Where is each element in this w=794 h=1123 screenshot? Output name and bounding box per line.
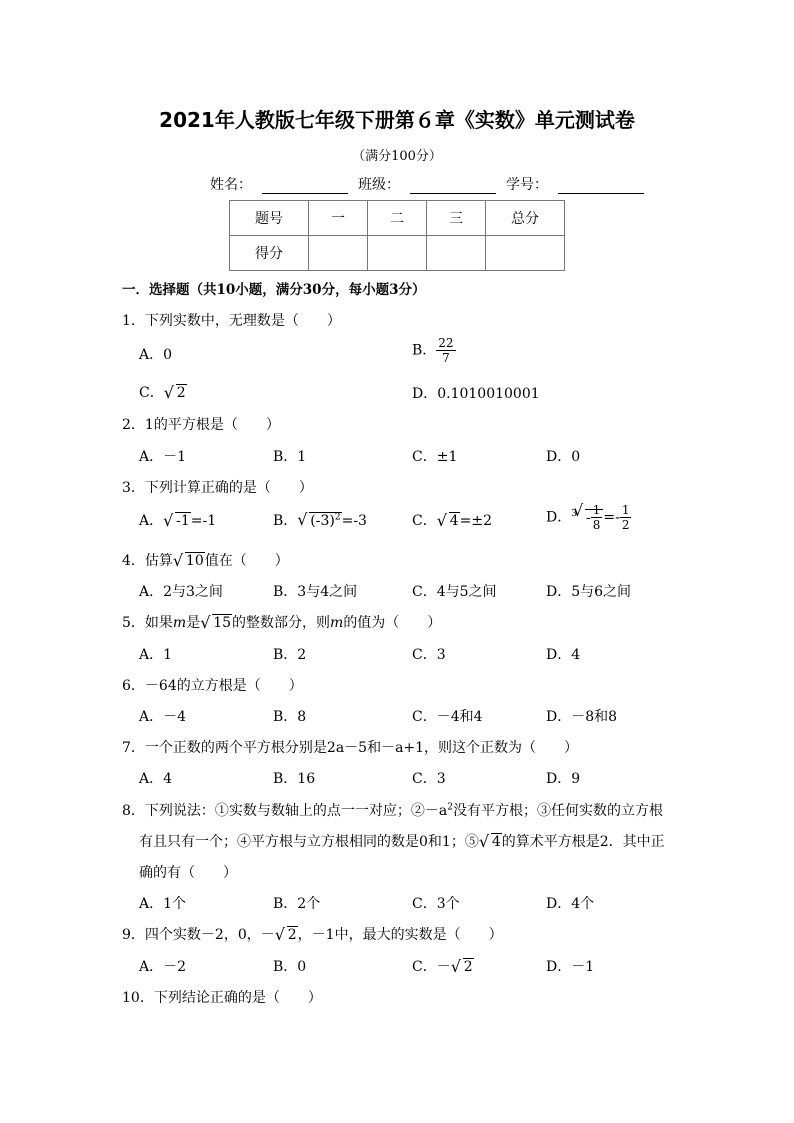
sqrt-expression <box>451 959 474 975</box>
score-cell <box>309 236 368 271</box>
q6-option-c: C．－4和4 <box>412 709 483 725</box>
page-title: 2021年人教版七年级下册第６章《实数》单元测试卷 <box>159 108 635 132</box>
q8-option-d: D．4个 <box>546 896 595 912</box>
question-8-line-2 <box>139 831 665 851</box>
question-9-stem <box>122 924 503 944</box>
page-subtitle: （满分100分） <box>352 149 442 164</box>
q3-option-a <box>139 510 216 530</box>
sqrt-expression <box>297 512 341 529</box>
expression-tail: =-1 <box>190 513 217 529</box>
score-cell <box>368 236 427 271</box>
q8-option-a: A．1个 <box>139 896 187 912</box>
q9-option-d: D．－1 <box>546 959 595 975</box>
stem-text: 值在（ ） <box>204 553 289 569</box>
q7-option-d: D．9 <box>546 771 581 787</box>
variable: m <box>330 615 344 631</box>
denominator: 8 <box>592 518 601 532</box>
radicand: (-3) <box>310 513 335 529</box>
option-prefix: C． <box>412 513 437 529</box>
question-3-stem: 3．下列计算正确的是（ ） <box>122 480 313 496</box>
q9-option-c <box>412 956 474 976</box>
fraction <box>591 503 603 532</box>
score-cell <box>486 236 565 271</box>
fraction <box>620 503 632 532</box>
sqrt-expression <box>479 834 502 850</box>
radicand-group <box>309 512 341 529</box>
q3-option-c <box>412 510 492 530</box>
radicand: 2 <box>176 385 186 401</box>
sqrt-expression <box>200 615 232 631</box>
radicand: 2 <box>287 927 297 943</box>
score-table-header-row <box>230 201 565 236</box>
exponent: 2 <box>447 802 453 813</box>
section-heading: 一．选择题（共10小题，满分30分，每小题3分） <box>122 282 426 298</box>
denominator: 2 <box>621 518 630 532</box>
sqrt-expression <box>164 385 187 401</box>
radicand: 4 <box>491 834 501 850</box>
question-4-stem <box>122 550 289 570</box>
class-label: 班级： <box>358 177 400 193</box>
radicand-group <box>585 503 603 532</box>
id-blank <box>558 177 644 194</box>
q4-option-c: C．4与5之间 <box>412 584 497 600</box>
numerator: 1 <box>621 503 630 517</box>
stem-text: 5．如果 <box>122 615 173 631</box>
q2-option-c: C．±1 <box>412 449 458 465</box>
score-cell <box>427 236 486 271</box>
radicand: 2 <box>463 959 473 975</box>
score-header-cell: 总分 <box>486 201 565 236</box>
score-table <box>229 200 565 271</box>
q4-option-b: B．3与4之间 <box>273 584 358 600</box>
score-table-score-row <box>230 236 565 271</box>
question-1-stem: 1．下列实数中，无理数是（ ） <box>122 313 341 329</box>
name-label: 姓名： <box>210 177 252 193</box>
option-prefix: B． <box>412 342 437 359</box>
stem-text: 的值为（ ） <box>343 615 442 631</box>
q6-option-b: B．8 <box>273 709 307 725</box>
radicand: -1 <box>176 513 190 529</box>
q1-option-d: D．0.1010010001 <box>412 386 540 402</box>
q7-option-a: A．4 <box>139 771 173 787</box>
class-blank <box>410 177 496 194</box>
q3-option-d <box>546 503 631 532</box>
q4-option-d: D．5与6之间 <box>546 584 632 600</box>
q6-option-a: A．－4 <box>139 709 187 725</box>
stem-text: 没有平方根；③任何实数的立方根 <box>453 803 663 819</box>
option-prefix: B． <box>273 513 298 529</box>
option-prefix: A． <box>139 513 164 529</box>
q9-option-b: B．0 <box>273 959 307 975</box>
student-info <box>210 174 644 194</box>
q4-option-a: A．2与3之间 <box>139 584 223 600</box>
sign: - <box>585 509 591 526</box>
score-header-cell: 一 <box>309 201 368 236</box>
numerator: 22 <box>438 336 454 350</box>
sqrt-expression <box>275 927 298 943</box>
fraction <box>436 336 455 365</box>
question-6-stem: 6．－64的立方根是（ ） <box>122 678 303 694</box>
stem-text: 是 <box>186 615 201 631</box>
q1-option-c <box>139 382 187 402</box>
score-header-cell: 三 <box>427 201 486 236</box>
exponent: 2 <box>334 512 341 523</box>
sqrt-expression <box>163 513 191 529</box>
score-header-cell: 题号 <box>230 201 309 236</box>
stem-text: ，－1中，最大的实数是（ ） <box>297 927 503 943</box>
q7-option-b: B．16 <box>273 771 316 787</box>
question-5-stem <box>122 612 441 632</box>
question-7-stem: 7．一个正数的两个平方根分别是2a－5和－a+1，则这个正数为（ ） <box>122 740 579 756</box>
score-row-label: 得分 <box>230 236 309 271</box>
question-10-stem: 10．下列结论正确的是（ ） <box>122 990 322 1006</box>
q5-option-a: A．1 <box>139 647 173 663</box>
stem-text: 8．下列说法：①实数与数轴上的点一一对应；②－a <box>122 803 448 819</box>
q5-option-d: D．4 <box>546 647 581 663</box>
id-label: 学号： <box>506 177 548 193</box>
q2-option-b: B．1 <box>273 449 307 465</box>
root-index: 3 <box>571 508 577 519</box>
stem-text: 的整数部分，则 <box>232 615 331 631</box>
q3-option-b <box>273 510 367 530</box>
option-prefix: D． <box>546 509 572 526</box>
radicand: 4 <box>449 513 459 529</box>
q8-option-b: B．2个 <box>273 896 321 912</box>
cbrt-expression <box>573 503 603 532</box>
question-8-line-3: 确的有（ ） <box>139 865 237 881</box>
score-header-cell: 二 <box>368 201 427 236</box>
sqrt-expression <box>437 513 460 529</box>
q7-option-c: C．3 <box>412 771 446 787</box>
expression-tail: =±2 <box>459 513 493 529</box>
stem-text: 的算术平方根是2．其中正 <box>501 834 665 850</box>
option-prefix: C． <box>139 385 164 401</box>
stem-text: 4．估算 <box>122 553 173 569</box>
stem-text: 有且只有一个；④平方根与立方根相同的数是0和1；⑤ <box>139 834 479 850</box>
expression-tail: =-3 <box>341 513 367 529</box>
radicand: 10 <box>185 553 204 569</box>
numerator: 1 <box>592 503 601 517</box>
q1-option-a: A．0 <box>139 347 173 363</box>
q8-option-c: C．3个 <box>412 896 460 912</box>
q2-option-d: D．0 <box>546 449 581 465</box>
q2-option-a: A．－1 <box>139 449 187 465</box>
name-blank <box>262 177 348 194</box>
stem-text: 9．四个实数－2，0，－ <box>122 927 275 943</box>
q6-option-d: D．－8和8 <box>546 709 618 725</box>
denominator: 7 <box>442 351 450 365</box>
question-2-stem: 2．1的平方根是（ ） <box>122 417 280 433</box>
q5-option-c: C．3 <box>412 647 446 663</box>
option-prefix: C．－ <box>412 959 451 975</box>
equals-sign: =- <box>603 509 620 526</box>
question-8-line-1 <box>122 800 663 820</box>
sqrt-expression <box>173 553 205 569</box>
variable: m <box>172 615 187 631</box>
q9-option-a: A．－2 <box>139 959 187 975</box>
radicand: 15 <box>213 615 232 631</box>
q5-option-b: B．2 <box>273 647 307 663</box>
q1-option-b <box>412 336 456 365</box>
